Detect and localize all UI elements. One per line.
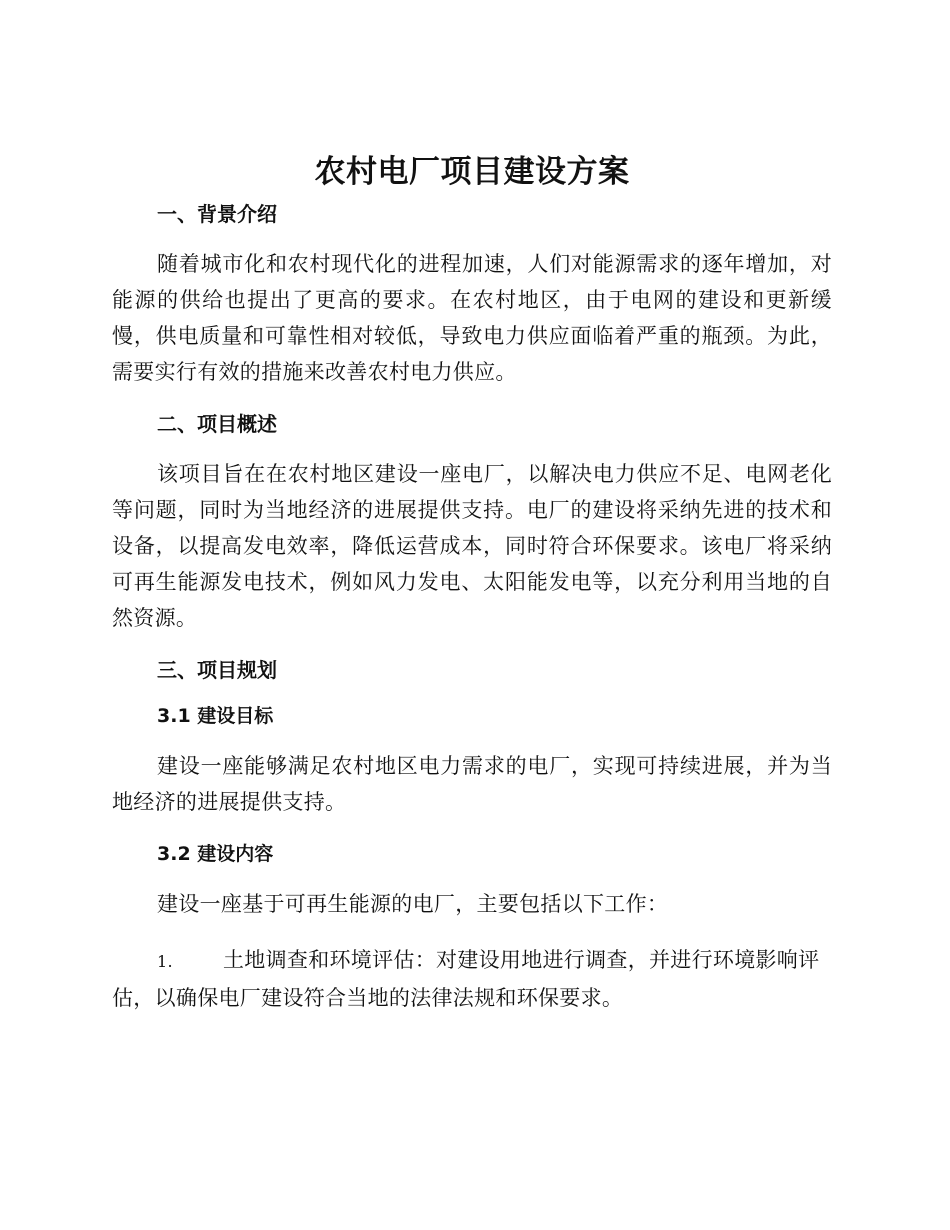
overview-paragraph: 该项目旨在在农村地区建设一座电厂，以解决电力供应不足、电网老化等问题，同时为当地经济的进展提供支持。电厂的建设将采纳先进的技术和设备，以提高发电效率，降低运营成本，同时符合环保要求。该电厂将采纳可再生能源发电技术，例如风力发电、太阳能发电等，以充分利用当地的自然资源。	[112, 462, 832, 630]
section-heading-planning: 三、项目规划	[157, 658, 277, 682]
document-title: 农村电厂项目建设方案	[314, 154, 630, 190]
content-intro-paragraph: 建设一座基于可再生能源的电厂，主要包括以下工作：	[157, 892, 669, 916]
list-item	[112, 942, 832, 1016]
section-heading-overview: 二、项目概述	[157, 412, 277, 436]
background-paragraph: 随着城市化和农村现代化的进程加速，人们对能源需求的逐年增加，对能源的供给也提出了更高的要求。在农村地区，由于电网的建设和更新缓慢，供电质量和可靠性相对较低，导致电力供应面临着严重的瓶颈。为此，需要实行有效的措施来改善农村电力供应。	[112, 252, 832, 384]
subsection-heading-goals: 3.1 建设目标	[157, 705, 274, 727]
document-page	[112, 150, 832, 1016]
list-item-text: 土地调查和环境评估：对建设用地进行调查，并进行环境影响评估，以确保电厂建设符合当地的法律法规和环保要求。	[112, 948, 820, 1010]
list-item-number: 1.	[157, 952, 173, 971]
subsection-heading-content: 3.2 建设内容	[157, 843, 274, 865]
goals-paragraph: 建设一座能够满足农村地区电力需求的电厂，实现可持续进展，并为当地经济的进展提供支持。	[112, 754, 832, 814]
section-heading-background: 一、背景介绍	[157, 202, 277, 226]
